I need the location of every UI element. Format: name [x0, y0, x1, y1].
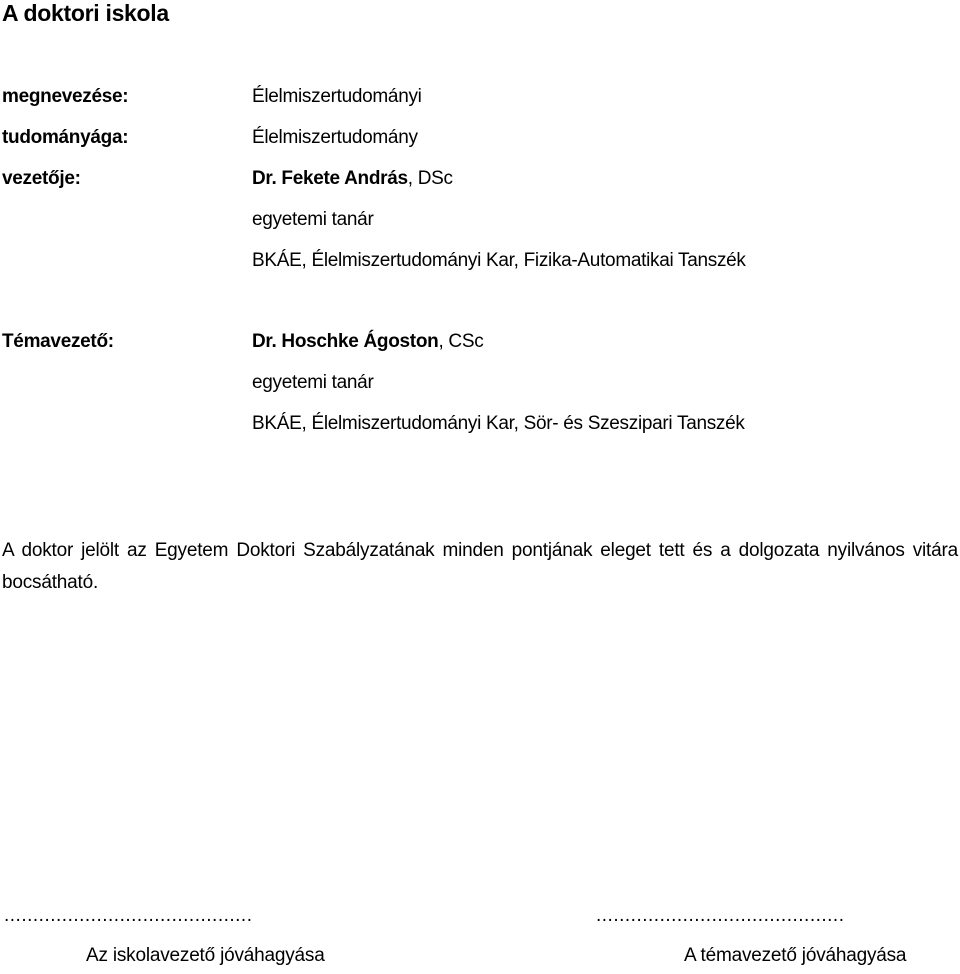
- school-field-label: tudományága:: [2, 127, 129, 148]
- school-head-degree: , DSc: [407, 168, 453, 189]
- school-head-title: egyetemi tanár: [252, 209, 374, 230]
- left-signature-label: Az iskolavezető jóváhagyása: [86, 945, 325, 966]
- supervisor-label: Témavezető:: [2, 331, 114, 352]
- page-title: A doktori iskola: [2, 0, 169, 26]
- left-signature-line: ...........................................: [4, 905, 253, 926]
- supervisor-name: Dr. Hoschke Ágoston: [252, 331, 439, 352]
- right-signature-line: ...........................................: [596, 905, 845, 926]
- statement-paragraph: A doktor jelölt az Egyetem Doktori Szabályzatának minden pontjának eleget tett és a dolgozata nyilvános vitára bocsátható.: [2, 540, 958, 593]
- school-name-value: Élelmiszertudományi: [252, 86, 422, 107]
- right-signature-label: A témavezető jóváhagyása: [684, 945, 907, 966]
- supervisor-value: [252, 331, 483, 353]
- school-field-value: Élelmiszertudomány: [252, 127, 418, 148]
- supervisor-affiliation: BKÁE, Élelmiszertudományi Kar, Sör- és Szeszipari Tanszék: [252, 413, 745, 434]
- supervisor-degree: , CSc: [438, 331, 484, 352]
- school-head-value: [252, 168, 453, 190]
- school-head-label: vezetője:: [2, 168, 81, 189]
- school-head-name: Dr. Fekete András: [252, 168, 408, 189]
- school-name-label: megnevezése:: [2, 86, 129, 107]
- supervisor-title: egyetemi tanár: [252, 372, 374, 393]
- school-head-affiliation: BKÁE, Élelmiszertudományi Kar, Fizika-Automatikai Tanszék: [252, 250, 746, 271]
